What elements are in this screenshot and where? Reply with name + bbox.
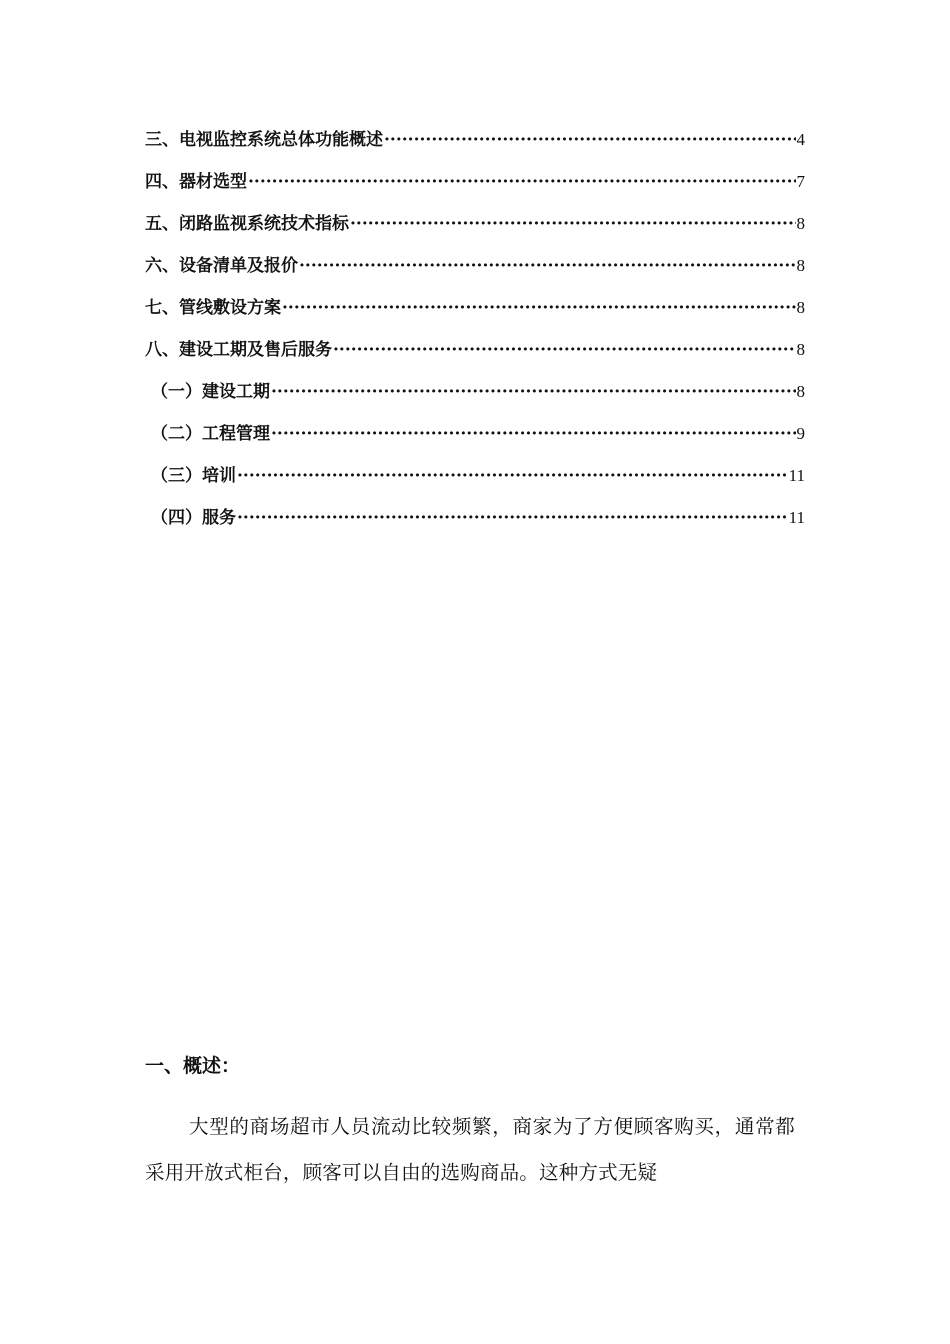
toc-entry-label: （二）工程管理 (151, 424, 270, 444)
toc-subentry (145, 461, 805, 503)
overview-section (145, 1050, 795, 1196)
toc-entry (145, 335, 805, 377)
toc-entry-page: 8 (796, 340, 805, 359)
toc-dot-leader (271, 382, 796, 402)
toc-entry (145, 125, 805, 167)
toc-dot-leader (248, 172, 796, 192)
toc-dot-leader (282, 298, 796, 318)
toc-dot-leader (237, 466, 788, 486)
toc-entry-page: 8 (796, 256, 805, 275)
toc-dot-leader (384, 130, 796, 150)
toc-entry-label: （三）培训 (151, 466, 236, 486)
toc-entry-page: 11 (788, 508, 805, 527)
toc-entry-page: 8 (796, 298, 805, 317)
toc-dot-leader (271, 424, 796, 444)
toc-dot-leader (333, 340, 796, 360)
toc-subentry (145, 419, 805, 461)
toc-entry-page: 11 (788, 466, 805, 485)
toc-entry-label: （四）服务 (151, 508, 236, 528)
toc-dot-leader (299, 256, 796, 276)
toc-entry-label: 四、器材选型 (145, 172, 247, 192)
toc-entry (145, 251, 805, 293)
toc-entry-label: 六、设备清单及报价 (145, 256, 298, 276)
section-heading: 一、概述： (145, 1055, 241, 1077)
toc-subentry (145, 377, 805, 419)
toc-entry-page: 8 (796, 382, 805, 401)
toc-entry-page: 4 (796, 130, 805, 149)
toc-entry (145, 209, 805, 251)
toc-entry-page: 7 (796, 172, 805, 191)
section-paragraph: 大型的商场超市人员流动比较频繁，商家为了方便顾客购买，通常都采用开放式柜台，顾客可以自由的选购商品。这种方式无疑 (145, 1115, 795, 1184)
toc-entry (145, 167, 805, 209)
toc-entry-label: 七、管线敷设方案 (145, 298, 281, 318)
toc-entry-label: 五、闭路监视系统技术指标 (145, 214, 349, 234)
toc-subentry (145, 503, 805, 545)
toc-entry-page: 9 (796, 424, 805, 443)
toc-entry-label: 八、建设工期及售后服务 (145, 340, 332, 360)
toc-entry (145, 293, 805, 335)
toc-dot-leader (350, 214, 796, 234)
toc-entry-label: （一）建设工期 (151, 382, 270, 402)
toc-dot-leader (237, 508, 788, 528)
toc-entry-label: 三、电视监控系统总体功能概述 (145, 130, 383, 150)
table-of-contents (145, 125, 805, 545)
toc-entry-page: 8 (796, 214, 805, 233)
